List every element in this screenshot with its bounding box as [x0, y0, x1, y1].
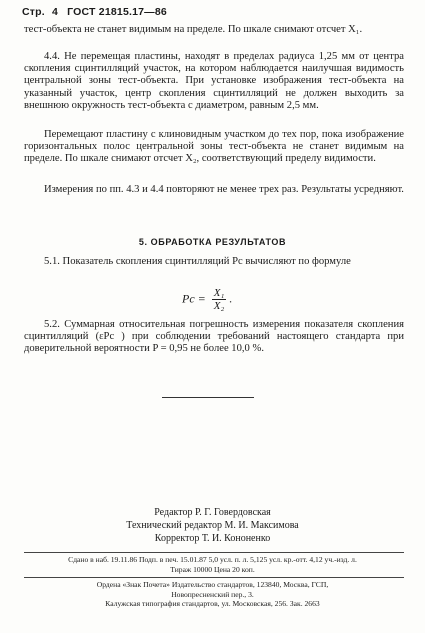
page-header — [22, 6, 167, 18]
credit-tech-editor: Технический редактор М. И. Максимова — [126, 520, 299, 531]
formula — [182, 287, 232, 312]
credits-block — [0, 506, 425, 545]
formula-end: . — [229, 291, 233, 306]
formula-equals: = — [197, 291, 206, 306]
imprint-line-1: Сдано в наб. 19.11.86 Подп. в печ. 15.01.87 5,0 усл. п. л. 5,125 усл. кр.-отт. 4,12 уч.-изд. л. — [68, 555, 357, 564]
formula-lhs: Pc — [182, 291, 195, 306]
page-number: 4 — [51, 6, 59, 18]
separator-rule — [162, 397, 254, 398]
imprint-line-2: Тираж 10000 Цена 20 коп. — [170, 564, 255, 574]
paragraph-5-1: 5.1. Показатель скопления сцинтилляций Pc вычисляют по формуле — [44, 256, 351, 267]
imprint-publisher — [0, 580, 425, 609]
imprint-line-3: Ордена «Знак Почета» Издательство стандартов, 123840, Москва, ГСП, — [96, 580, 329, 589]
standard-number: ГОСТ 21815.17—86 — [67, 6, 167, 18]
formula-denominator: X₂ — [213, 300, 225, 312]
paragraph-p4: Измерения по пп. 4.3 и 4.4 повторяют не менее трех раз. Результаты усредняют. — [44, 184, 404, 195]
credit-proofreader: Корректор Т. И. Кононенко — [154, 533, 271, 544]
imprint-line-5: Калужская типография стандартов, ул. Московская, 256. Зак. 2663 — [105, 599, 320, 609]
formula-numerator: X₁ — [213, 287, 225, 299]
imprint-divider-mid — [24, 577, 404, 578]
imprint-divider-top — [24, 552, 404, 553]
paragraph-p1: тест-объекта не станет видимым на пределе. По шкале снимают отсчет X₁. — [24, 24, 363, 35]
imprint-print-data — [0, 555, 425, 574]
page-label: Стр. — [22, 6, 45, 18]
paragraph-5-2: 5.2. Суммарная относительная погрешность измерения показателя скопления сцинтилляций (εPc ) при соблюдении требований настоящего стандарта при доверительной вероятности P = 0,95 не более 10,0 %. — [24, 319, 404, 355]
credit-editor: Редактор Р. Г. Говердовская — [154, 507, 271, 518]
paragraph-4-4: 4.4. Не перемещая пластины, находят в пределах радиуса 1,25 мм от центра скопления сцинтилляций участок, на котором наблюдается наилучшая видимость центральной зоны тест-объекта. При установке изображения тест-объекта на указанный участок, центр скопления сцинтилляций не должен выходить за внешнюю окружность тест-объекта с диаметром, равным 2,5 мм. — [24, 51, 404, 111]
formula-fraction — [212, 287, 227, 312]
paragraph-p3: Перемещают пластину с клиновидным участком до тех пор, пока изображение горизонтальных полос центральной зоны тест-объекта не станет видимым на пределе. По шкале снимают отсчет X₂, соответствующий пределу видимости. — [24, 129, 404, 165]
imprint-line-4: Новопресненский пер., 3. — [171, 589, 254, 599]
section-title: 5. ОБРАБОТКА РЕЗУЛЬТАТОВ — [138, 237, 287, 247]
